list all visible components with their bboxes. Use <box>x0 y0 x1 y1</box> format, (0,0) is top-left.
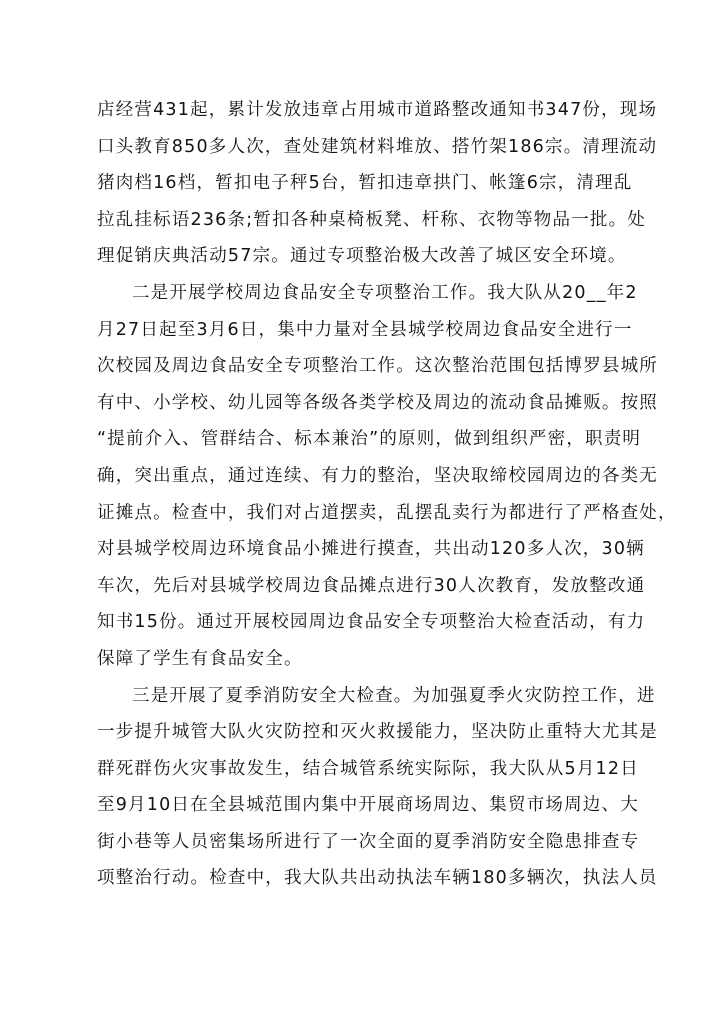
text-line: 证摊点。检查中，我们对占道摆卖，乱摆乱卖行为都进行了严格查处， <box>97 502 677 523</box>
text-line: 项整治行动。检查中，我大队共出动执法车辆180多辆次，执法人员 <box>97 868 658 889</box>
text-line: 三是开展了夏季消防安全大检查。为加强夏季火灾防控工作，进 <box>132 685 656 706</box>
text-line: 口头教育850多人次，查处建筑材料堆放、搭竹架186宗。清理流动 <box>97 136 658 157</box>
text-line: 一步提升城管大队火灾防控和灭火救援能力，坚决防止重特大尤其是 <box>97 722 658 743</box>
text-line: 保障了学生有食品安全。 <box>97 648 303 669</box>
text-line: 至9月10日在全县城范围内集中开展商场周边、集贸市场周边、大 <box>97 795 639 816</box>
paragraph-fire-safety-inspection <box>97 678 658 898</box>
paragraph-sidewalk-cleanup <box>97 92 658 275</box>
text-line: “提前介入、管群结合、标本兼治”的原则，做到组织严密，职责明 <box>97 429 642 450</box>
text-line: 对县城学校周边环境食品小摊进行摸查，共出动120多人次，30辆 <box>97 539 645 560</box>
text-line: 确，突出重点，通过连续、有力的整治，坚决取缔校园周边的各类无 <box>97 465 658 486</box>
text-line: 次校园及周边食品安全专项整治工作。这次整治范围包括博罗县城所 <box>97 356 658 377</box>
text-line: 知书15份。通过开展校园周边食品安全专项整治大检查活动，有力 <box>97 612 646 633</box>
text-line: 二是开展学校周边食品安全专项整治工作。我大队从20__年2 <box>132 282 638 303</box>
paragraph-school-food-safety <box>97 275 677 678</box>
text-line: 群死群伤火灾事故发生，结合城管系统实际际，我大队从5月12日 <box>97 758 639 779</box>
text-line: 有中、小学校、幼儿园等各级各类学校及周边的流动食品摊贩。按照 <box>97 392 658 413</box>
text-line: 猪肉档16档，暂扣电子秤5台，暂扣违章拱门、帐篷6宗，清理乱 <box>97 173 633 194</box>
text-line: 月27日起至3月6日，集中力量对全县城学校周边食品安全进行一 <box>97 319 633 340</box>
text-line: 店经营431起，累计发放违章占用城市道路整改通知书347份，现场 <box>97 100 658 120</box>
text-line: 车次，先后对县城学校周边食品摊点进行30人次教育，发放整改通 <box>97 575 646 596</box>
text-line: 街小巷等人员密集场所进行了一次全面的夏季消防安全隐患排查专 <box>97 831 640 852</box>
text-line: 拉乱挂标语236条;暂扣各种桌椅板凳、杆称、衣物等物品一批。处 <box>97 209 646 230</box>
text-line: 理促销庆典活动57宗。通过专项整治极大改善了城区安全环境。 <box>97 246 627 267</box>
